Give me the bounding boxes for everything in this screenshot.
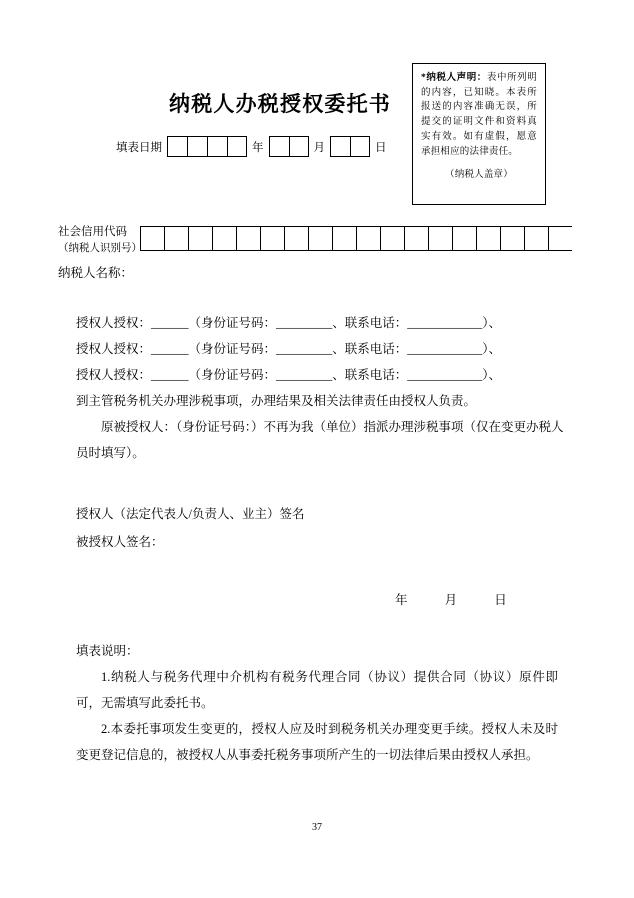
instructions-heading: 填表说明： xyxy=(76,644,139,658)
code-cell[interactable] xyxy=(212,226,236,251)
signature-block xyxy=(76,500,304,556)
instruction-item: 1.纳税人与税务代理中介机构有税务代理合同（协议）提供合同（协议）原件即可，无需填写此委托书。 xyxy=(76,670,558,710)
fill-date-row xyxy=(116,136,392,157)
date-cell[interactable] xyxy=(289,136,309,157)
fill-date-label: 填表日期 xyxy=(116,141,162,154)
fill-date-month-cells[interactable] xyxy=(269,136,309,157)
fill-date-year-cells[interactable] xyxy=(167,136,247,157)
code-cell[interactable] xyxy=(260,226,284,251)
authorization-paragraph-2: 原被授权人：（身份证号码：）不再为我（单位）指派办理涉税事项（仅在变更办税人员时填写）。 xyxy=(76,420,564,460)
date-cell[interactable] xyxy=(330,136,350,157)
credit-code-cells[interactable] xyxy=(140,226,572,251)
page-number: 37 xyxy=(312,822,322,833)
authorization-row: 授权人授权：______（身份证号码：_________、联系电话：____________）、 xyxy=(76,316,502,330)
code-cell[interactable] xyxy=(452,226,476,251)
credit-code-label-line2: （纳税人识别号） xyxy=(58,243,142,255)
code-cell[interactable] xyxy=(308,226,332,251)
code-cell[interactable] xyxy=(164,226,188,251)
code-cell[interactable] xyxy=(284,226,308,251)
date-cell[interactable] xyxy=(167,136,187,157)
code-cell[interactable] xyxy=(380,226,404,251)
code-cell[interactable] xyxy=(548,226,572,251)
code-cell[interactable] xyxy=(188,226,212,251)
code-cell[interactable] xyxy=(524,226,548,251)
authorized-person-signature-label: 被授权人签名： xyxy=(76,535,164,549)
credit-code-label-line1: 社会信用代码 xyxy=(58,226,127,238)
authorization-row: 授权人授权：______（身份证号码：_________、联系电话：____________）、 xyxy=(76,342,502,356)
date-cell[interactable] xyxy=(227,136,247,157)
credit-code-label xyxy=(58,224,140,257)
taxpayer-name-label: 纳税人名称： xyxy=(58,266,134,280)
declaration-text: 表中所列明的内容，已知晓。本表所报送的内容准确无误，所提交的证明文件和资料真实有效。如有虚假，愿意承担相应的法律责任。 xyxy=(421,73,537,157)
page-title: 纳税人办税授权委托书 xyxy=(169,92,391,116)
declaration-seal-note: （纳税人盖章） xyxy=(445,170,513,181)
instruction-item: 2.本委托事项发生变更的，授权人应及时到税务机关办理变更手续。授权人未及时变更登记信息的，被授权人从事委托税务事项所产生的一切法律后果由授权人承担。 xyxy=(76,722,558,762)
fill-date-day-cells[interactable] xyxy=(330,136,370,157)
code-cell[interactable] xyxy=(332,226,356,251)
instructions-section xyxy=(76,638,558,768)
authorizer-signature-label: 授权人（法定代表人/负责人、业主）签名 xyxy=(76,507,305,521)
date-cell[interactable] xyxy=(187,136,207,157)
authorization-body xyxy=(76,310,566,466)
authorization-row: 授权人授权：______（身份证号码：_________、联系电话：____________）、 xyxy=(76,368,502,382)
authorization-paragraph-1: 到主管税务机关办理涉税事项，办理结果及相关法律责任由授权人负责。 xyxy=(76,394,477,408)
code-cell[interactable] xyxy=(140,226,164,251)
code-cell[interactable] xyxy=(476,226,500,251)
sign-date-month: 月 xyxy=(444,593,458,607)
code-cell[interactable] xyxy=(356,226,380,251)
declaration-title: *纳税人声明： xyxy=(421,73,487,83)
day-unit-label: 日 xyxy=(375,141,387,154)
signature-date-row xyxy=(395,590,541,608)
code-cell[interactable] xyxy=(236,226,260,251)
taxpayer-declaration-box xyxy=(412,63,546,205)
month-unit-label: 月 xyxy=(313,141,325,154)
date-cell[interactable] xyxy=(269,136,289,157)
code-cell[interactable] xyxy=(500,226,524,251)
year-unit-label: 年 xyxy=(252,141,264,154)
code-cell[interactable] xyxy=(404,226,428,251)
sign-date-day: 日 xyxy=(494,593,507,607)
date-cell[interactable] xyxy=(207,136,227,157)
code-cell[interactable] xyxy=(428,226,452,251)
date-cell[interactable] xyxy=(350,136,370,157)
sign-date-year: 年 xyxy=(395,593,408,607)
